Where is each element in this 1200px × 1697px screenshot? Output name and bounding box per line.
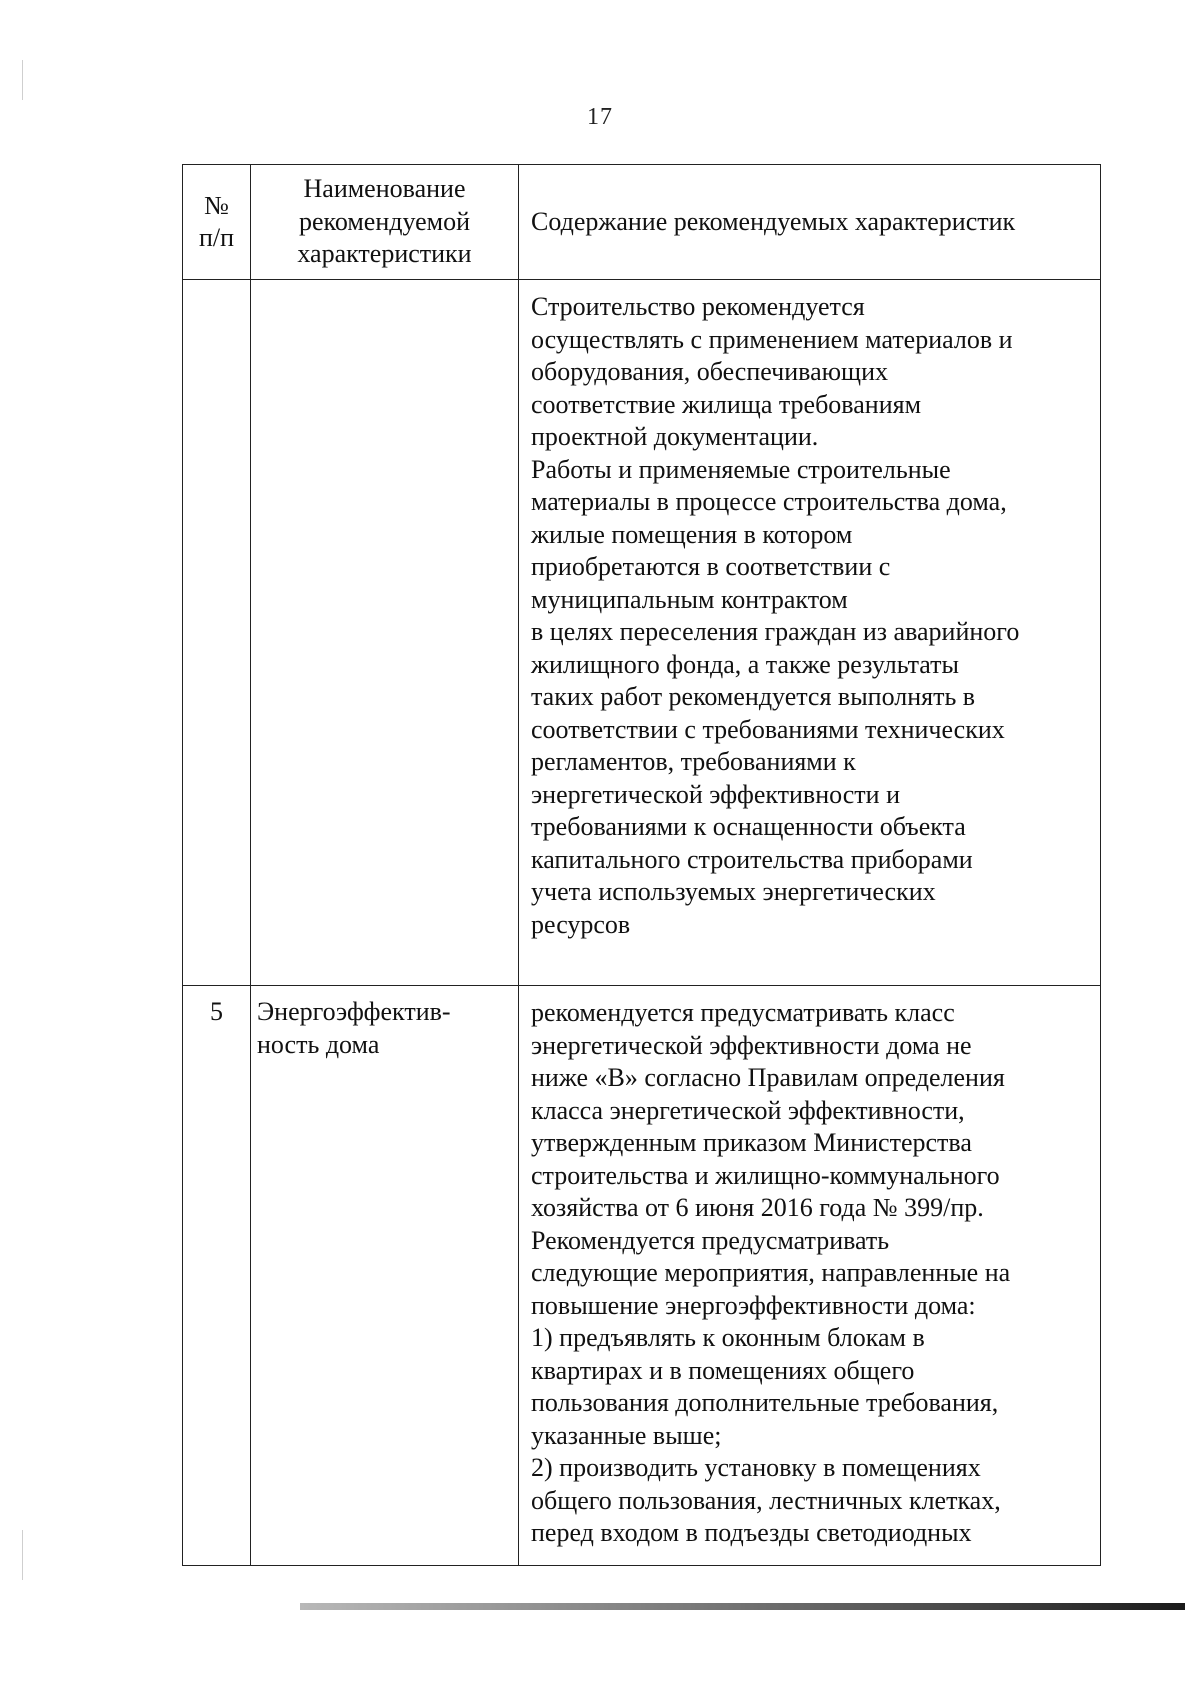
content-line: строительства и жилищно-коммунального [531,1160,1000,1190]
row-num-cell: 5 [183,986,251,1566]
content-line: требованиями к оснащенности объекта [531,812,966,841]
scan-edge-mark [22,1530,23,1580]
content-line: повышение энергоэффективности дома: [531,1290,976,1320]
content-line: указанные выше; [531,1420,722,1450]
content-line: утвержденным приказом Министерства [531,1128,972,1157]
content-line: материалы в процессе строительства дома, [531,487,1007,516]
content-line: учета используемых энергетических [531,877,936,906]
content-line: Работы и применяемые строительные [531,454,951,484]
content-line: таких работ рекомендуется выполнять в [531,682,976,711]
table-row [183,280,1101,986]
content-line: 1) предъявлять к оконным блокам в [531,1323,925,1352]
name-line: Энергоэффектив- [257,997,451,1026]
row-name-cell [251,986,519,1566]
content-line: Рекомендуется предусматривать [531,1225,890,1255]
row-content-cell [519,986,1101,1566]
content-line: энергетической эффективности и [531,779,901,809]
content-line: капитального строительства приборами [531,844,973,874]
content-line: жилищного фонда, а также результаты [531,649,959,679]
header-num [183,165,251,280]
content-line: класса энергетической эффективности, [531,1095,965,1125]
content-line: ресурсов [531,909,631,939]
content-line: ниже «В» согласно Правилам определения [531,1063,1005,1092]
characteristics-table [182,164,1101,1566]
content-line: общего пользования, лестничных клетках, [531,1485,1001,1515]
content-line: 2) производить установку в помещениях [531,1453,981,1482]
scan-edge-mark [22,60,23,100]
content-line: регламентов, требованиями к [531,747,856,776]
content-line: оборудования, обеспечивающих [531,357,888,386]
content-line: энергетической эффективности дома не [531,1030,972,1060]
content-line: пользования дополнительные требования, [531,1388,999,1417]
content-line: квартирах и в помещениях общего [531,1355,915,1385]
content-line: хозяйства от 6 июня 2016 года № 399/пр. [531,1193,984,1222]
content-line: Строительство рекомендуется [531,292,865,321]
content-line: соответствие жилища требованиям [531,389,922,419]
content-line: проектной документации. [531,422,819,451]
content-line: перед входом в подъезды светодиодных [531,1518,972,1547]
header-num-line: № [204,191,229,220]
row-name-cell [251,280,519,986]
row-num-cell [183,280,251,986]
header-content: Содержание рекомендуемых характеристик [519,165,1101,280]
header-name-line: Наименование [303,174,466,204]
table-header-row [183,165,1101,280]
content-line: следующие мероприятия, направленные на [531,1258,1011,1287]
content-line: рекомендуется предусматривать класс [531,998,955,1027]
bottom-rule [300,1603,1185,1610]
header-name-line: рекомендуемой [298,206,471,236]
header-name-line: характеристики [297,239,472,269]
content-line: в целях переселения граждан из аварийного [531,617,1020,646]
name-line: ность дома [257,1029,380,1059]
content-line: осуществлять с применением материалов и [531,324,1013,354]
row-content-cell [519,280,1101,986]
content-line: соответствии с требованиями технических [531,714,1005,744]
table-row [183,986,1101,1566]
content-line: приобретаются в соответствии с [531,552,891,581]
header-name [251,165,519,280]
header-num-line: п/п [198,223,235,252]
content-line: жилые помещения в котором [531,519,853,549]
content-line: муниципальным контрактом [531,584,848,614]
page-number: 17 [587,104,613,130]
